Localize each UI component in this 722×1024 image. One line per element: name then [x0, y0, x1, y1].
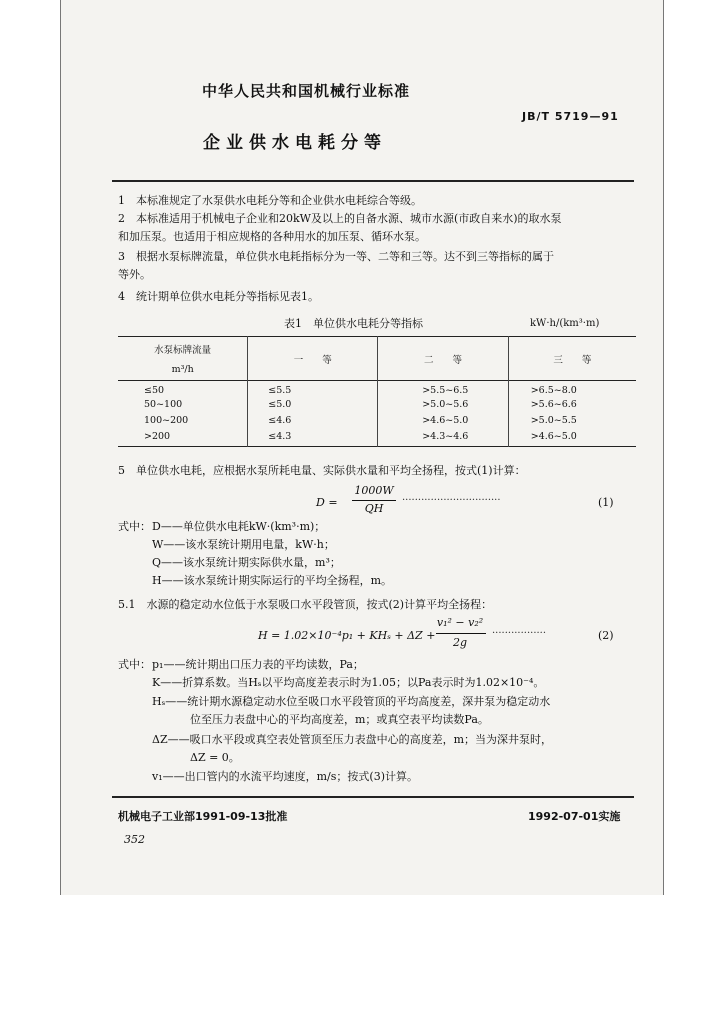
clause-2-line1: 2 本标准适用于机械电子企业和20kW及以上的自备水源、城市水源(市政自来水)的取水泵 [118, 212, 562, 225]
grade-3-cell: >4.6~5.0 [530, 430, 577, 442]
definition-dZ-line1: ΔZ——吸口水平段或真空表处管顶至压力表盘中心的高度差，m；当为深井泵时， [152, 733, 553, 746]
equation-1-lhs: D = [316, 496, 338, 509]
grade-2-cell: >5.5~6.5 [378, 381, 509, 397]
grade-3-cell: >5.0~5.5 [530, 415, 577, 426]
equation-2-lhs: H = 1.02×10⁻⁴p₁ + KHₛ + ΔZ + [258, 629, 436, 642]
equation-1-denominator: QH [364, 502, 384, 515]
definition-H: H——该水泵统计期实际运行的平均全扬程，m。 [152, 574, 393, 587]
definition-D: D——单位供水电耗kW·(km³·m)； [152, 520, 326, 533]
equation-2-denominator: 2g [452, 636, 468, 649]
table-row [118, 429, 636, 447]
definition-Hs-line1: Hₛ——统计期水源稳定动水位至吸口水平段管顶的平均高度差，深井泵为稳定动水 [152, 695, 551, 708]
equation-1-numerator: 1000W [354, 484, 394, 497]
grade-2-cell: >4.3~4.6 [378, 429, 509, 447]
grade-2-cell: >5.0~5.6 [378, 397, 509, 413]
grade-1-cell: ≤4.6 [248, 413, 378, 429]
standard-number: JB/T 5719—91 [522, 110, 619, 123]
clause-2-line2: 和加压泵。也适用于相应规格的各种用水的加压泵、循环水泵。 [118, 230, 426, 243]
equation-1-leader: ······························· [402, 495, 501, 506]
table-1 [118, 336, 636, 447]
flow-cell: >200 [118, 429, 248, 447]
table-unit: kW·h/(km³·m) [530, 318, 600, 329]
definition-W: W——该水泵统计期用电量，kW·h； [152, 538, 335, 551]
definition-Q: Q——该水泵统计期实际供水量，m³； [152, 556, 341, 569]
equation-2-fraction-bar [436, 633, 486, 634]
clause-3-line1: 3 根据水泵标牌流量，单位供水电耗指标分为一等、二等和三等。达不到三等指标的属于 [118, 250, 554, 263]
clause-4: 4 统计期单位供水电耗分等指标见表1。 [118, 290, 319, 303]
grade-1-cell: ≤5.5 [248, 381, 378, 397]
footer-rule [112, 796, 634, 798]
grade-3-cell: >5.6~6.6 [530, 399, 577, 410]
document-title: 企业供水电耗分等 [203, 133, 387, 153]
flow-cell: 100~200 [118, 413, 248, 429]
where-label-2: 式中： [118, 658, 151, 671]
flow-header [118, 337, 248, 381]
header-rule [112, 180, 634, 182]
table-row [118, 397, 636, 413]
flow-cell: 50~100 [118, 397, 248, 413]
definition-K: K——折算系数。当Hₛ以平均高度差表示时为1.05；以Pa表示时为1.02×10⁻⁴。 [152, 676, 545, 689]
grade-2-header: 二 等 [378, 337, 509, 381]
definition-v1: v₁——出口管内的水流平均速度，m/s；按式(3)计算。 [152, 770, 418, 783]
table-row [118, 413, 636, 429]
flow-header-unit: m³/h [171, 364, 194, 375]
page-number: 352 [124, 833, 145, 846]
grade-1-cell: ≤4.3 [248, 429, 378, 447]
where-label-1: 式中： [118, 520, 151, 533]
clause-5-intro: 5 单位供水电耗，应根据水泵所耗电量、实际供水量和平均全扬程，按式(1)计算： [118, 464, 526, 477]
page-left-edge [60, 0, 61, 895]
table-row [118, 381, 636, 397]
approval-line: 机械电子工业部1991-09-13批准 [118, 810, 288, 823]
equation-2-numerator: v₁² − v₂² [436, 616, 484, 629]
standard-category: 中华人民共和国机械行业标准 [202, 82, 411, 100]
grade-2-cell: >4.6~5.0 [378, 413, 509, 429]
equation-1-fraction-bar [352, 500, 396, 501]
clause-1: 1 本标准规定了水泵供水电耗分等和企业供水电耗综合等级。 [118, 194, 422, 207]
grade-3-cell: >6.5~8.0 [530, 385, 577, 397]
grade-1-cell: ≤5.0 [248, 397, 378, 413]
equation-2-leader: ················· [492, 628, 547, 639]
definition-Hs-line2: 位至压力表盘中心的平均高度差，m；或真空表平均读数Pa。 [190, 713, 489, 726]
definition-dZ-line2: ΔZ = 0。 [190, 751, 240, 764]
table-caption: 表1 单位供水电耗分等指标 [284, 317, 423, 330]
flow-header-label: 水泵标牌流量 [154, 345, 212, 356]
clause-5-1-intro: 5.1 水源的稳定动水位低于水泵吸口水平段管顶，按式(2)计算平均全扬程： [118, 598, 493, 611]
grade-1-header: 一 等 [248, 337, 378, 381]
grade-3-header: 三 等 [553, 354, 592, 366]
effective-date: 1992-07-01实施 [528, 810, 621, 823]
equation-1-number: (1) [598, 496, 614, 509]
page-right-edge [663, 0, 664, 895]
flow-cell: ≤50 [118, 381, 248, 397]
equation-2-number: (2) [598, 629, 614, 642]
clause-3-line2: 等外。 [118, 268, 151, 281]
definition-p1: p₁——统计期出口压力表的平均读数，Pa； [152, 658, 364, 671]
